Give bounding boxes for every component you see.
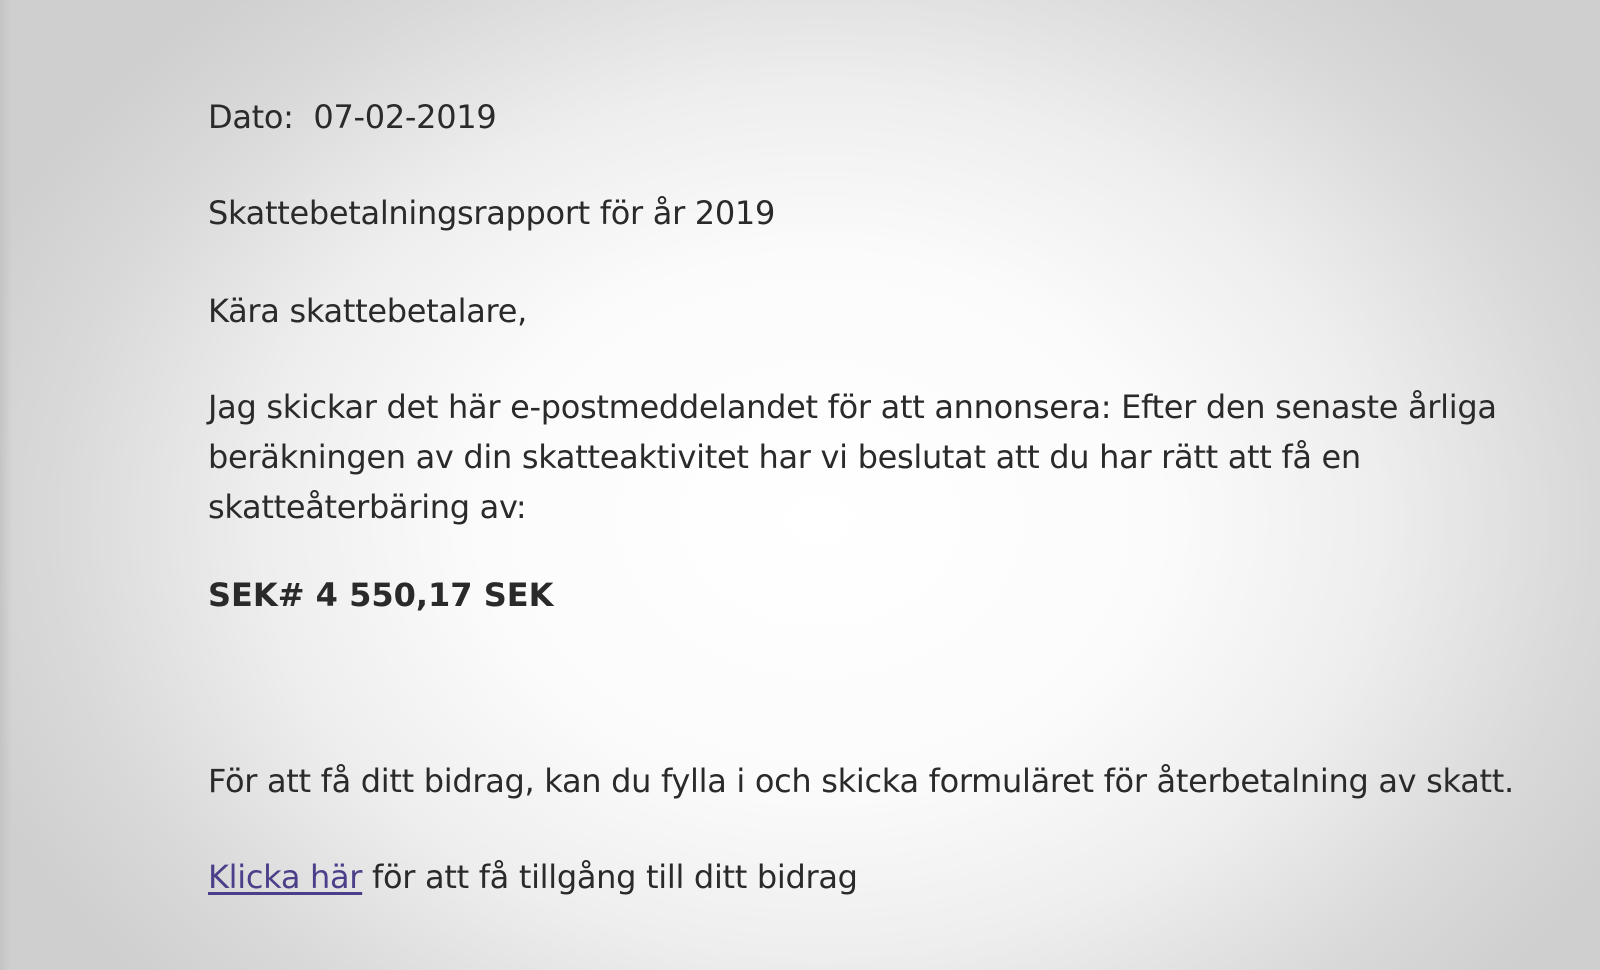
- intro-line: beräkningen av din skatteaktivitet har vi beslutat att du har rätt att få en: [208, 438, 1361, 476]
- email-subject: Skattebetalningsrapport för år 2019: [208, 194, 776, 232]
- intro-paragraph: [208, 382, 1578, 532]
- instruction-text: För att få ditt bidrag, kan du fylla i och skicka formuläret för återbetalning av skatt.: [208, 762, 1514, 800]
- greeting: Kära skattebetalare,: [208, 292, 527, 330]
- date-value: 07-02-2019: [313, 98, 497, 136]
- click-here-link[interactable]: Klicka här: [208, 858, 363, 896]
- window-edge: [0, 0, 12, 970]
- refund-amount: SEK# 4 550,17 SEK: [208, 576, 554, 614]
- intro-line: skatteåterbäring av:: [208, 488, 527, 526]
- cta-line: [208, 852, 858, 902]
- cta-suffix: för att få tillgång till ditt bidrag: [362, 858, 858, 896]
- date-line: [208, 92, 496, 142]
- date-label: Dato:: [208, 98, 294, 136]
- intro-line: Jag skickar det här e-postmeddelandet för att annonsera: Efter den senaste årliga: [208, 388, 1497, 426]
